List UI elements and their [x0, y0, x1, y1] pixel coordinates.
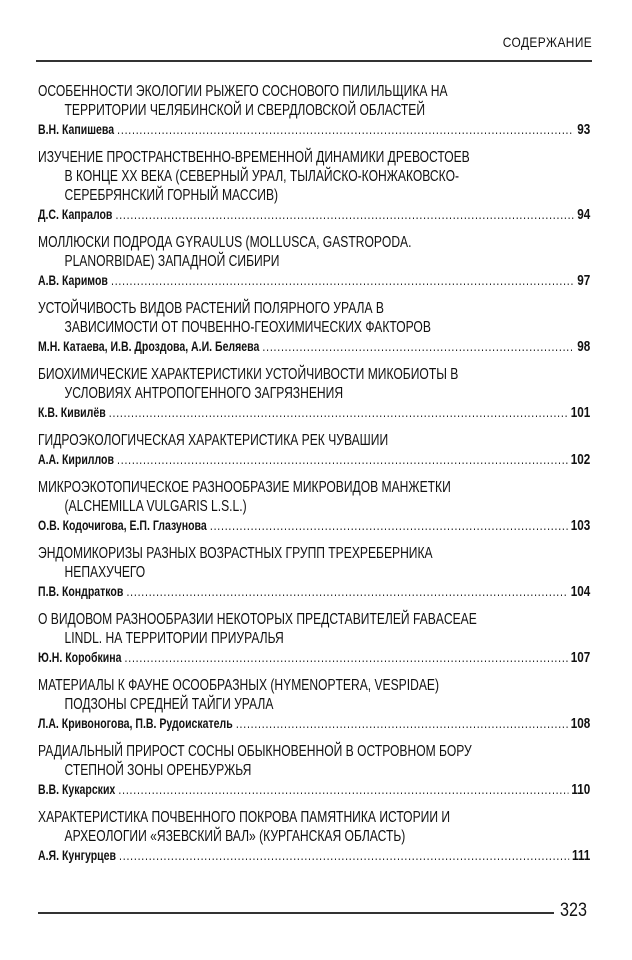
toc-entry[interactable]	[38, 233, 590, 290]
toc-entry[interactable]	[38, 299, 590, 356]
entry-title-line: ИЗУЧЕНИЕ ПРОСТРАНСТВЕННО-ВРЕМЕННОЙ ДИНАМИКИ ДРЕВОСТОЕВ	[38, 149, 470, 166]
entry-author-line	[38, 516, 590, 535]
entry-title-line: (ALCHEMILLA VULGARIS L.S.L.)	[64, 498, 247, 515]
toc-entry[interactable]	[38, 82, 590, 139]
entry-title-line: ЭНДОМИКОРИЗЫ РАЗНЫХ ВОЗРАСТНЫХ ГРУПП ТРЕХРЕБЕРНИКА	[38, 545, 433, 562]
entry-title-line: СЕРЕБРЯНСКИЙ ГОРНЫЙ МАССИВ)	[64, 187, 279, 204]
dot-leader	[109, 403, 568, 422]
dot-leader	[119, 846, 569, 865]
entry-title-line: МОЛЛЮСКИ ПОДРОДА GYRAULUS (MOLLUSCA, GASTROPODA.	[38, 234, 412, 251]
entry-author: В.В. Кукарских	[38, 782, 116, 797]
entry-author: В.Н. Капишева	[38, 122, 115, 137]
entry-title-line: УСТОЙЧИВОСТЬ ВИДОВ РАСТЕНИЙ ПОЛЯРНОГО УРАЛА В	[38, 300, 384, 317]
toc-entry[interactable]	[38, 365, 590, 422]
entry-page: 103	[570, 517, 591, 534]
entry-author: А.А. Кириллов	[38, 452, 114, 467]
entry-title-line: АРХЕОЛОГИИ «ЯЗЕВСКИЙ ВАЛ» (КУРГАНСКАЯ ОБЛАСТЬ)	[64, 828, 406, 845]
entry-title-line: ПОДЗОНЫ СРЕДНЕЙ ТАЙГИ УРАЛА	[64, 696, 274, 713]
table-of-contents	[38, 82, 590, 874]
toc-entry[interactable]	[38, 610, 590, 667]
toc-entry[interactable]	[38, 742, 590, 799]
entry-page: 93	[577, 121, 591, 138]
entry-author: А.Я. Кунгурцев	[38, 848, 116, 863]
entry-title-line: НЕПАХУЧЕГО	[64, 564, 146, 581]
entry-author-line	[38, 337, 590, 356]
entry-title-line: ХАРАКТЕРИСТИКА ПОЧВЕННОГО ПОКРОВА ПАМЯТНИКА ИСТОРИИ И	[38, 809, 451, 826]
entry-author: П.В. Кондратков	[38, 584, 124, 599]
entry-title-line: PLANORBIDAE) ЗАПАДНОЙ СИБИРИ	[64, 253, 280, 270]
entry-title-line: ГИДРОЭКОЛОГИЧЕСКАЯ ХАРАКТЕРИСТИКА РЕК ЧУВАШИИ	[38, 432, 389, 449]
toc-entry[interactable]	[38, 544, 590, 601]
dot-leader	[111, 271, 574, 290]
entry-author-line	[38, 648, 590, 667]
entry-page: 111	[572, 847, 591, 864]
toc-entry[interactable]	[38, 148, 590, 224]
entry-author-line	[38, 846, 590, 865]
entry-author-line	[38, 403, 590, 422]
entry-page: 98	[577, 338, 591, 355]
entry-page: 110	[571, 781, 591, 798]
entry-author-line	[38, 450, 590, 469]
entry-author-line	[38, 582, 590, 601]
entry-author-line	[38, 780, 590, 799]
entry-author: К.В. Кивилёв	[38, 405, 106, 420]
entry-author: Д.С. Капралов	[38, 207, 113, 222]
dot-leader	[116, 205, 575, 224]
entry-page: 97	[577, 272, 591, 289]
entry-page: 102	[570, 451, 591, 468]
entry-author-line	[38, 714, 590, 733]
entry-author: М.Н. Катаева, И.В. Дроздова, А.И. Беляева	[38, 339, 260, 354]
toc-entry[interactable]	[38, 808, 590, 865]
entry-page: 101	[570, 404, 591, 421]
entry-author-line	[38, 205, 590, 224]
toc-entry[interactable]	[38, 431, 590, 469]
page-number: 323	[560, 900, 587, 921]
footer-rule	[38, 912, 554, 914]
entry-title-line: ТЕРРИТОРИИ ЧЕЛЯБИНСКОЙ И СВЕРДЛОВСКОЙ ОБЛАСТЕЙ	[64, 102, 426, 119]
dot-leader	[117, 120, 574, 139]
entry-title-line: О ВИДОВОМ РАЗНООБРАЗИИ НЕКОТОРЫХ ПРЕДСТАВИТЕЛЕЙ FABACEAE	[38, 611, 477, 628]
entry-title-line: РАДИАЛЬНЫЙ ПРИРОСТ СОСНЫ ОБЫКНОВЕННОЙ В ОСТРОВНОМ БОРУ	[38, 743, 472, 760]
entry-author: О.В. Кодочигова, Е.П. Глазунова	[38, 518, 207, 533]
dot-leader	[118, 780, 568, 799]
entry-page: 107	[570, 649, 591, 666]
entry-title-line: LINDL. НА ТЕРРИТОРИИ ПРИУРАЛЬЯ	[64, 630, 284, 647]
running-header: СОДЕРЖАНИЕ	[502, 34, 592, 50]
entry-author-line	[38, 120, 590, 139]
dot-leader	[125, 648, 568, 667]
entry-title-line: МИКРОЭКОТОПИЧЕСКОЕ РАЗНООБРАЗИЕ МИКРОВИДОВ МАНЖЕТКИ	[38, 479, 451, 496]
dot-leader	[262, 337, 574, 356]
entry-title-line: В КОНЦЕ XX ВЕКА (СЕВЕРНЫЙ УРАЛ, ТЫЛАЙСКО-КОНЖАКОВСКО-	[64, 168, 460, 185]
entry-title-line: ОСОБЕННОСТИ ЭКОЛОГИИ РЫЖЕГО СОСНОВОГО ПИЛИЛЬЩИКА НА	[38, 83, 448, 100]
entry-title-line: УСЛОВИЯХ АНТРОПОГЕННОГО ЗАГРЯЗНЕНИЯ	[64, 385, 344, 402]
entry-title-line: МАТЕРИАЛЫ К ФАУНЕ ОСООБРАЗНЫХ (HYMENOPTERA, VESPIDAE)	[38, 677, 439, 694]
header-rule	[36, 60, 592, 62]
entry-page: 108	[570, 715, 591, 732]
dot-leader	[117, 450, 568, 469]
dot-leader	[210, 516, 568, 535]
entry-title-line: БИОХИМИЧЕСКИЕ ХАРАКТЕРИСТИКИ УСТОЙЧИВОСТИ МИКОБИОТЫ В	[38, 366, 459, 383]
entry-title-line: СТЕПНОЙ ЗОНЫ ОРЕНБУРЖЬЯ	[64, 762, 252, 779]
entry-page: 94	[577, 206, 591, 223]
toc-entry[interactable]	[38, 676, 590, 733]
entry-title-line: ЗАВИСИМОСТИ ОТ ПОЧВЕННО-ГЕОХИМИЧЕСКИХ ФАКТОРОВ	[64, 319, 431, 336]
entry-author-line	[38, 271, 590, 290]
toc-entry[interactable]	[38, 478, 590, 535]
dot-leader	[126, 582, 567, 601]
entry-page: 104	[570, 583, 591, 600]
entry-author: Ю.Н. Коробкина	[38, 650, 122, 665]
entry-author: Л.А. Кривоногова, П.В. Рудоискатель	[38, 716, 233, 731]
dot-leader	[236, 714, 568, 733]
entry-author: А.В. Каримов	[38, 273, 108, 288]
